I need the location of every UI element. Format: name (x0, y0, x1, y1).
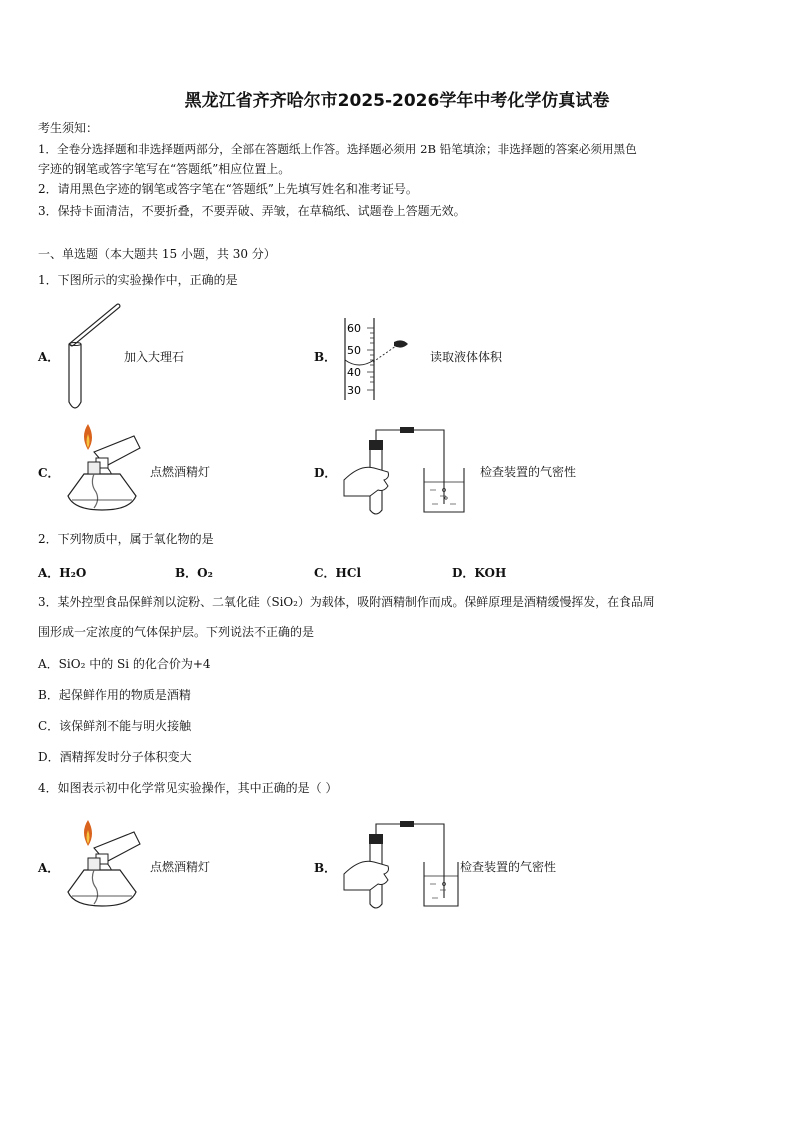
q1-test-tube-figure (62, 302, 122, 414)
q3-stem-line-2: 围形成一定浓度的气体保护层。下列说法不正确的是 (38, 625, 315, 639)
q2-stem: 2．下列物质中，属于氧化物的是 (38, 532, 214, 546)
q2-option-c: C．HCl (314, 566, 361, 580)
q1-option-d-text: 检查装置的气密性 (480, 465, 577, 479)
q4-option-b-letter: B． (314, 861, 337, 875)
notice-line-1a: 1．全卷分选择题和非选择题两部分，全部在答题纸上作答。选择题必须用 2B 铅笔填涂；非选择题的答案必须用黑色 (38, 142, 637, 156)
notice-line-1b: 字迹的钢笔或答字笔写在“答题纸”相应位置上。 (38, 162, 291, 176)
q4-stem: 4．如图表示初中化学常见实验操作，其中正确的是（ ） (38, 781, 338, 795)
section-heading: 一、单选题（本大题共 15 小题，共 30 分） (38, 247, 276, 261)
cylinder-tick-50: 50 (347, 344, 361, 357)
q1-option-b-text: 读取液体体积 (430, 350, 503, 364)
q3-option-a: A．SiO₂ 中的 Si 的化合价为+4 (38, 657, 211, 671)
q1-alcohol-lamp-figure (60, 422, 144, 516)
q3-option-b: B．起保鲜作用的物质是酒精 (38, 688, 191, 702)
q1-option-c-text: 点燃酒精灯 (150, 465, 211, 479)
notice-line-3: 3．保持卡面清洁，不要折叠，不要弄破、弄皱，在草稿纸、试题卷上答题无效。 (38, 204, 466, 218)
q1-option-c-letter: C． (38, 466, 60, 480)
q4-airtightness-figure (340, 814, 470, 910)
q4-option-b-text: 检查装置的气密性 (460, 860, 557, 874)
q3-option-c: C．该保鲜剂不能与明火接触 (38, 719, 192, 733)
q1-option-b-letter: B． (314, 350, 337, 364)
q1-airtightness-figure (340, 420, 470, 516)
q2-option-a: A．H₂O (38, 566, 87, 580)
q1-option-a-letter: A． (38, 350, 60, 364)
q4-alcohol-lamp-figure (60, 818, 144, 912)
q1-graduated-cylinder-figure (340, 316, 420, 402)
q2-option-b: B．O₂ (175, 566, 213, 580)
page-title: 黑龙江省齐齐哈尔市2025-2026学年中考化学仿真试卷 (184, 91, 610, 111)
q4-option-a-letter: A． (38, 861, 60, 875)
q1-option-d-letter: D． (314, 466, 337, 480)
eye-icon (394, 340, 408, 347)
q4-option-a-text: 点燃酒精灯 (150, 860, 211, 874)
notice-heading: 考生须知： (38, 121, 99, 135)
q2-option-d: D．KOH (452, 566, 507, 580)
cylinder-tick-40: 40 (347, 366, 361, 379)
q3-stem-line-1: 3．某外控型食品保鲜剂以淀粉、二氧化硅（SiO₂）为载体，吸附酒精制作而成。保鲜原理是酒精缓慢挥发，在食品周 (38, 595, 655, 609)
q1-option-a-text: 加入大理石 (124, 350, 185, 364)
cylinder-tick-30: 30 (347, 384, 361, 397)
q1-stem: 1．下图所示的实验操作中，正确的是 (38, 273, 238, 287)
notice-line-2: 2．请用黑色字迹的钢笔或答字笔在“答题纸”上先填写姓名和准考证号。 (38, 182, 418, 196)
q3-option-d: D．酒精挥发时分子体积变大 (38, 750, 192, 764)
cylinder-tick-60: 60 (347, 322, 361, 335)
